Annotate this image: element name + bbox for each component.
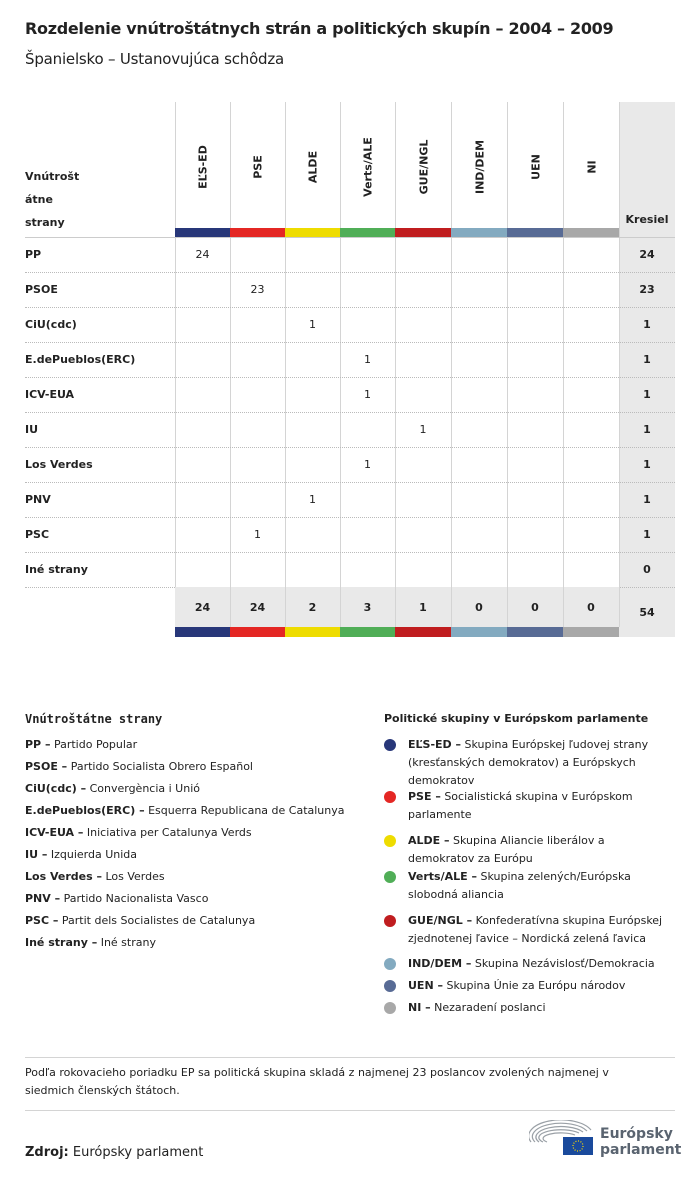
row-party: E.dePueblos(ERC) [25,353,136,366]
row-party: ICV-EUA [25,388,75,401]
group-header [563,102,619,228]
group-color-dot-icon [384,958,396,970]
row-total: 1 [643,423,651,436]
row-total: 1 [643,493,651,506]
row-party: PP [25,248,42,261]
logo-line1: Európsky [600,1126,673,1142]
group-color-bar [340,627,395,637]
legend-name: Skupina Aliancie liberálov a demokratov za Európu [408,834,605,865]
legend-abbr: PNV – [25,892,61,905]
national-legend-item [25,758,355,776]
legend-abbr: PSOE – [25,760,68,773]
row-party: PSC [25,528,50,541]
legend-abbr: ALDE – [408,834,450,847]
group-color-bar [285,627,340,637]
legend-abbr: PSE – [408,790,441,803]
legend-name: Skupina Európskej ľudovej strany (kresťanských demokratov) a Európskych demokratov [408,738,649,787]
group-color-bar [340,228,395,237]
legend-name: Iné strany [100,936,156,949]
page-title: Rozdelenie vnútroštátnych strán a politických skupín – 2004 – 2009 [25,19,614,38]
row-total: 1 [643,528,651,541]
national-legend-item [25,890,355,908]
group-header-label: NI [585,160,598,174]
row-party: PNV [25,493,51,506]
row-party: PSOE [25,283,58,296]
national-legend-item [25,802,355,820]
group-total: 0 [475,600,483,614]
total-header: Kresiel [625,213,669,226]
group-color-bar [395,627,451,637]
legend-name: Partit dels Socialistes de Catalunya [61,914,256,927]
row-separator [25,517,675,518]
group-header [230,102,285,228]
seat-count: 1 [419,423,427,436]
group-total: 24 [194,600,211,614]
row-total: 1 [643,318,651,331]
group-color-dot-icon [384,791,396,803]
row-separator [25,307,675,308]
national-legend-item [25,824,355,842]
legend-name: Convergència i Unió [89,782,200,795]
seat-count: 1 [254,528,261,541]
group-legend-item [408,955,673,973]
group-header [340,102,395,228]
row-header-line: Vnútrošt [25,170,80,183]
group-total: 0 [587,600,595,614]
group-color-bar [507,228,563,237]
row-header-line: strany [25,216,65,229]
group-color-bar [563,627,619,637]
seat-count: 24 [195,248,210,261]
seat-count: 1 [309,493,316,506]
national-legend-heading: Vnútroštátne strany [25,712,163,726]
row-separator [25,552,675,553]
national-legend-item [25,912,355,930]
legend-abbr: UEN – [408,979,443,992]
legend-abbr: Los Verdes – [25,870,102,883]
legend-abbr: IND/DEM – [408,957,472,970]
row-party: IU [25,423,39,436]
footnote: Podľa rokovacieho poriadku EP sa politická skupina skladá z najmenej 23 poslancov zvolených najmenej v siedmich členských štátoch. [25,1066,609,1097]
row-separator [25,482,675,483]
group-color-dot-icon [384,980,396,992]
group-legend-item [408,977,673,995]
group-header [507,102,563,228]
national-legend-item [25,934,355,952]
legend-abbr: IU – [25,848,48,861]
legend-abbr: PSC – [25,914,59,927]
group-total: 3 [363,600,372,614]
legend-name: Socialistická skupina v Európskom parlamente [408,790,633,821]
legend-name: Iniciativa per Catalunya Verds [86,826,252,839]
row-party: Iné strany [25,563,88,576]
row-header-line: átne [25,193,53,206]
row-total: 1 [643,353,651,366]
group-header [175,102,230,228]
group-color-bar [175,228,230,237]
logo-line2: parlament [600,1142,682,1158]
group-total: 24 [249,600,266,614]
legend-name: Nezaradení poslanci [434,1001,546,1014]
group-legend-item [408,736,673,790]
group-color-bar [563,228,619,237]
seat-count: 1 [364,388,371,401]
legend-name: Skupina zelených/Európska slobodná aliancia [408,870,631,901]
group-header [285,102,340,228]
source [25,1145,203,1160]
row-party: CiU(cdc) [25,318,77,331]
group-header-label: ALDE [306,150,320,184]
legend-name: Los Verdes [105,870,165,883]
group-total: 0 [531,600,539,614]
seat-count: 1 [309,318,316,331]
legend-abbr: Iné strany – [25,936,98,949]
row-party: Los Verdes [25,458,93,471]
grand-total: 54 [639,605,655,619]
legend-abbr: ICV-EUA – [25,826,84,839]
group-color-dot-icon [384,835,396,847]
national-legend-item [25,736,355,754]
group-color-bar [395,228,451,237]
legend-abbr: NI – [408,1001,431,1014]
national-legend-item [25,780,355,798]
legend-abbr: GUE/NGL – [408,914,473,927]
group-color-bar [451,228,507,237]
group-legend-item [408,999,673,1017]
group-header [451,102,507,228]
page-subtitle: Španielsko – Ustanovujúca schôdza [25,50,285,68]
group-legend-item [408,832,673,868]
seat-count: 1 [364,458,371,471]
legend-name: Partido Socialista Obrero Español [70,760,253,773]
ep-logo-text [600,1126,681,1158]
group-legend-item [408,912,673,948]
group-color-bar [230,228,285,237]
group-legend-heading: Politické skupiny v Európskom parlamente [384,712,649,725]
legend-abbr: EĽS-ED – [408,738,461,751]
group-header-label: Verts/ALE [361,137,375,197]
group-legend-item [408,788,673,824]
row-total: 23 [639,283,655,296]
legend-abbr: PP – [25,738,51,751]
group-header-label: UEN [529,154,542,180]
group-color-dot-icon [384,739,396,751]
national-legend-item [25,846,355,864]
legend-name: Skupina Nezávislosť/Demokracia [474,957,655,970]
seat-count: 23 [250,283,265,296]
row-separator [25,412,675,413]
group-color-dot-icon [384,915,396,927]
group-total: 2 [308,600,317,614]
group-header [395,102,451,228]
legend-name: Skupina Únie za Európu národov [446,979,626,992]
group-color-bar [175,627,230,637]
legend-name: Partido Nacionalista Vasco [63,892,209,905]
group-color-bar [451,627,507,637]
row-separator [25,272,675,273]
legend-name: Partido Popular [53,738,138,751]
national-legend-item [25,868,355,886]
group-color-dot-icon [384,1002,396,1014]
divider [25,1057,675,1058]
row-total: 0 [643,563,651,576]
group-color-dot-icon [384,871,396,883]
group-header-label: IND/DEM [473,139,486,195]
group-color-bar [285,228,340,237]
source-label: Zdroj: [25,1145,69,1160]
row-total: 24 [639,248,655,261]
row-header [25,165,79,234]
header-line [25,237,675,238]
legend-name: Konfederatívna skupina Európskej zjednotenej ľavice – Nordická zelená ľavica [408,914,663,945]
legend-name: Izquierda Unida [50,848,138,861]
seat-count: 1 [364,353,371,366]
group-color-bar [230,627,285,637]
group-color-bar [507,627,563,637]
legend-name: Esquerra Republicana de Catalunya [148,804,345,817]
row-total: 1 [643,458,651,471]
group-header-label: PSE [251,155,265,179]
group-header-label: EĽS-ED [196,145,210,189]
row-total: 1 [643,388,651,401]
group-total: 1 [419,600,427,614]
divider [25,1110,675,1111]
group-legend-item [408,868,673,904]
group-header-label: GUE/NGL [417,139,430,195]
legend-abbr: E.dePueblos(ERC) – [25,804,145,817]
source-value: Európsky parlament [72,1145,204,1160]
legend-abbr: CiU(cdc) – [25,782,87,795]
legend-abbr: Verts/ALE – [408,870,477,883]
